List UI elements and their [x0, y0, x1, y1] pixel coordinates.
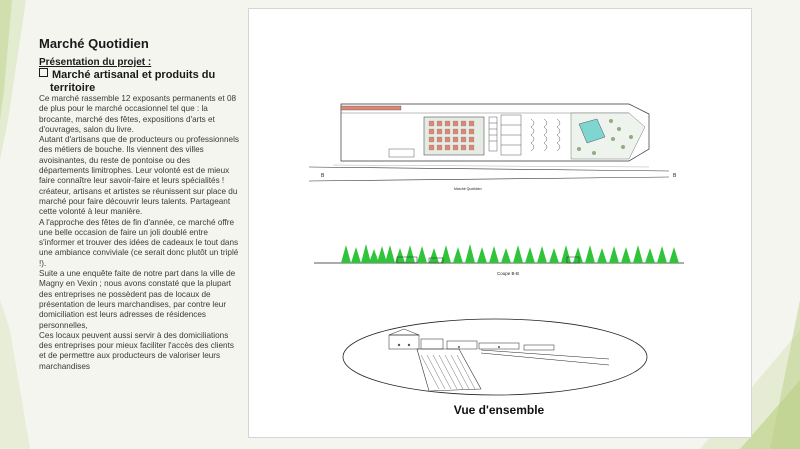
paragraph: Ces locaux peuvent aussi servir à des domiciliations des entreprises pour mieux faciliter l'accès des clients et de permettre aux producteurs de valoriser leurs marchandises — [39, 330, 234, 371]
drawing-panel — [248, 8, 752, 438]
checkbox-bullet-icon — [39, 68, 48, 77]
plan-label: Marché Quotidien — [454, 187, 482, 191]
site-plan — [309, 104, 677, 191]
section-marker-right: B — [673, 173, 677, 179]
overview-sketch — [343, 319, 647, 395]
body-text — [39, 94, 239, 372]
paragraph: Ce marché rassemble 12 exposants permanents et 08 de plus pour le marché occasionnel tel que : la brocante, marché des fêtes, expositions d'arts et d'ouvrages, salon du livre. — [39, 94, 237, 134]
section-label: Coupe B-B — [497, 271, 520, 276]
paragraph: A l'approche des fêtes de fin d'année, ce marché offre une belle occasion de faire un joli doublé entre s'informer et trouver des idées de cadeaux le tout dans une ambiance conviviale (ce serait donc plutôt un triplé !). — [39, 217, 239, 268]
bullet-heading — [39, 68, 239, 95]
paragraph: Suite a une enquête faite de notre part dans la ville de Magny en Vexin ; nous avons constaté que la plupart des entreprises ne possèdent pas de locaux de présentation de leurs marchandises, par contre leur domiciliation est leurs adresses de résidences personnelles, — [39, 269, 236, 330]
architectural-drawings — [249, 9, 751, 437]
bullet-heading-line1: Marché artisanal et produits du — [52, 69, 216, 81]
section-marker-left: B — [321, 173, 325, 179]
overview-label: Vue d'ensemble — [453, 403, 545, 417]
slide-subtitle: Présentation du projet : — [39, 57, 152, 68]
bullet-heading-line2: territoire — [50, 82, 96, 94]
section-elevation — [314, 244, 684, 276]
paragraph: Autant d'artisans que de producteurs ou professionnels des métiers de bouche. Ils viennent des villes avoisinantes, du reste de pontoise ou des départements limitrophes. Leur volonté est de mieux faire connaître leur savoir-faire et leurs spécialités ! créateur, artisans et artistes se réunissent sur place du marché pour faire découvrir leurs talents. Partageant cette volonté à leur manière. — [39, 135, 240, 217]
slide-title: Marché Quotidien — [39, 36, 149, 51]
